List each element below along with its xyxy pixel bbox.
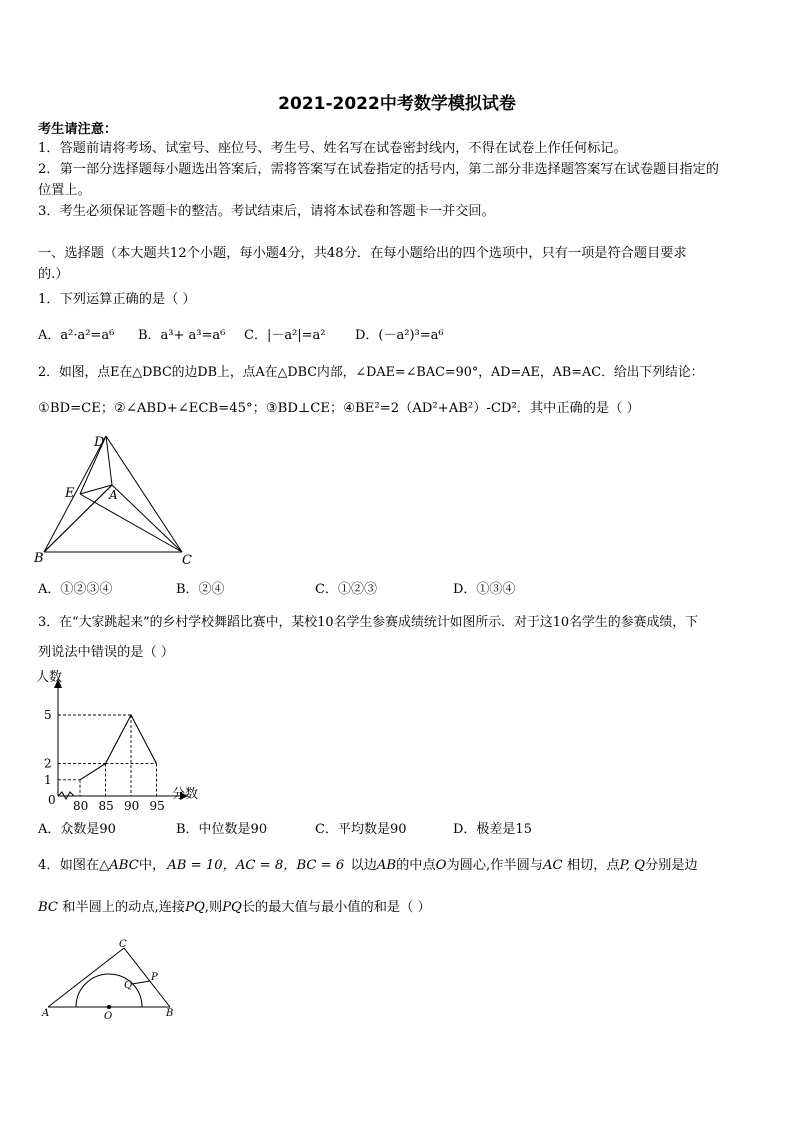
section-heading-cont: 的.） xyxy=(38,267,69,282)
q4-stem-line2 xyxy=(38,899,431,917)
q4-math-pq-2: PQ xyxy=(185,900,205,915)
q4-math-sides: AB = 10，AC = 8，BC = 6 xyxy=(167,858,345,873)
notice-item-1: 1．答题前请将考场、试室号、座位号、考生号、姓名写在试卷密封线内，不得在试卷上作任何标记。 xyxy=(38,141,627,156)
x-tick-label: 90 xyxy=(124,799,140,813)
q2-option-b: B．②④ xyxy=(176,582,225,597)
q4-text-1b: 中， xyxy=(138,858,166,873)
q4-segment-PQ xyxy=(132,981,150,984)
q1-option-b: B．a³+ a³=a⁶ xyxy=(138,328,226,343)
q2-label-C: C xyxy=(182,553,192,568)
q4-label-O: O xyxy=(104,1011,113,1022)
x-axis-label: 分数 xyxy=(172,787,199,802)
q4-label-B: B xyxy=(166,1008,174,1019)
y-tick-label: 1 xyxy=(44,772,52,787)
q3-option-c: C．平均数是90 xyxy=(315,822,407,837)
q4-math-pq: P, Q xyxy=(619,858,645,873)
x-tick-label: 85 xyxy=(98,799,114,813)
q2-label-B: B xyxy=(34,551,44,566)
q4-math-o: O xyxy=(435,858,447,873)
x-tick-label: 95 xyxy=(149,799,165,813)
q1-option-d: D．(－a²)³=a⁶ xyxy=(355,328,444,343)
q4-text-1c: 以边 xyxy=(346,858,377,873)
q2-stem-line2: ①BD=CE；②∠ABD+∠ECB=45°；③BD⊥CE；④BE²=2（AD²+AB²）-CD²．其中正确的是（ ） xyxy=(38,401,640,416)
q1-option-c: C．|－a²|=a² xyxy=(244,328,326,343)
q4-label-A: A xyxy=(42,1008,50,1019)
q4-text-1e: 为圆心,作半圆与 xyxy=(446,858,543,873)
section-heading: 一、选择题（本大题共12个小题，每小题4分，共48分．在每小题给出的四个选项中，只有一项是符合题目要求 xyxy=(38,246,687,261)
q2-label-A: A xyxy=(109,488,118,502)
q2-label-E: E xyxy=(65,486,75,501)
x-tick-label: 80 xyxy=(73,799,89,813)
q2-figure xyxy=(30,430,205,570)
q4-math-triangle: △ABC xyxy=(99,858,139,873)
q4-text-1a: 4．如图在 xyxy=(38,858,100,873)
y-tick-label: 0 xyxy=(48,793,56,807)
q3-option-d: D．极差是15 xyxy=(453,822,532,837)
q3-option-a: A．众数是90 xyxy=(38,822,116,837)
y-tick-label: 2 xyxy=(44,756,52,771)
q1-option-a: A．a²·a²=a⁶ xyxy=(38,328,115,343)
q3-stem-line1: 3．在“大家跳起来”的乡村学校舞蹈比赛中，某校10名学生参赛成绩统计如图所示．对于这10名学生的参赛成绩，下 xyxy=(38,615,699,630)
q4-math-bc: BC xyxy=(38,900,59,915)
q4-segment-BC xyxy=(124,948,170,1007)
q3-stem-line2: 列说法中错误的是（ ） xyxy=(38,645,175,660)
q4-label-P: P xyxy=(151,972,158,983)
q4-text-2c: 长的最大值与最小值的和是（ ） xyxy=(241,900,431,915)
q4-stem-line1 xyxy=(38,857,698,875)
notice-item-2: 2．第一部分选择题每小题选出答案后，需将答案写在试卷指定的括号内，第二部分非选择题答案写在试卷题目指定的 xyxy=(38,162,719,177)
q4-text-2b: ,则 xyxy=(204,900,223,915)
q4-math-ab: AB xyxy=(376,858,397,873)
q2-stem-line1: 2．如图，点E在△DBC的边DB上，点A在△DBC内部，∠DAE=∠BAC=90°，AD=AE，AB=AC．给出下列结论： xyxy=(38,365,704,380)
q4-text-1d: 的中点 xyxy=(396,858,436,873)
q1-stem: 1．下列运算正确的是（ ） xyxy=(38,292,196,307)
notice-heading: 考生请注意： xyxy=(38,122,118,137)
notice-item-3: 3．考生必须保证答题卡的整洁。考试结束后，请将本试卷和答题卡一并交回。 xyxy=(38,204,495,219)
q4-point-O xyxy=(107,1005,111,1009)
q2-option-d: D．①③④ xyxy=(453,582,516,597)
q4-text-1g: 分别是边 xyxy=(644,858,698,873)
y-tick-label: 5 xyxy=(44,708,52,722)
q4-label-C: C xyxy=(119,939,127,950)
q4-label-Q: Q xyxy=(124,980,133,991)
y-axis-label: 人数 xyxy=(36,670,63,685)
q3-line-chart xyxy=(30,666,210,816)
q2-segment-BA2 xyxy=(44,485,112,552)
q4-segment-AC xyxy=(48,948,124,1007)
q4-figure xyxy=(36,936,186,1026)
q4-text-2a: 和半圆上的动点,连接 xyxy=(58,900,186,915)
q4-math-ac: AC xyxy=(543,858,563,873)
q2-option-c: C．①②③ xyxy=(315,582,377,597)
q3-option-b: B．中位数是90 xyxy=(176,822,268,837)
q4-math-pq-3: PQ xyxy=(222,900,242,915)
q2-segment-DB xyxy=(44,436,106,552)
q2-option-a: A．①②③④ xyxy=(38,582,113,597)
q4-text-1f: 相切，点 xyxy=(562,858,620,873)
notice-item-2-cont: 位置上。 xyxy=(38,183,91,198)
series-line xyxy=(80,715,157,780)
page-title: 2021-2022中考数学模拟试卷 xyxy=(278,94,516,114)
q2-label-D: D xyxy=(94,435,105,450)
